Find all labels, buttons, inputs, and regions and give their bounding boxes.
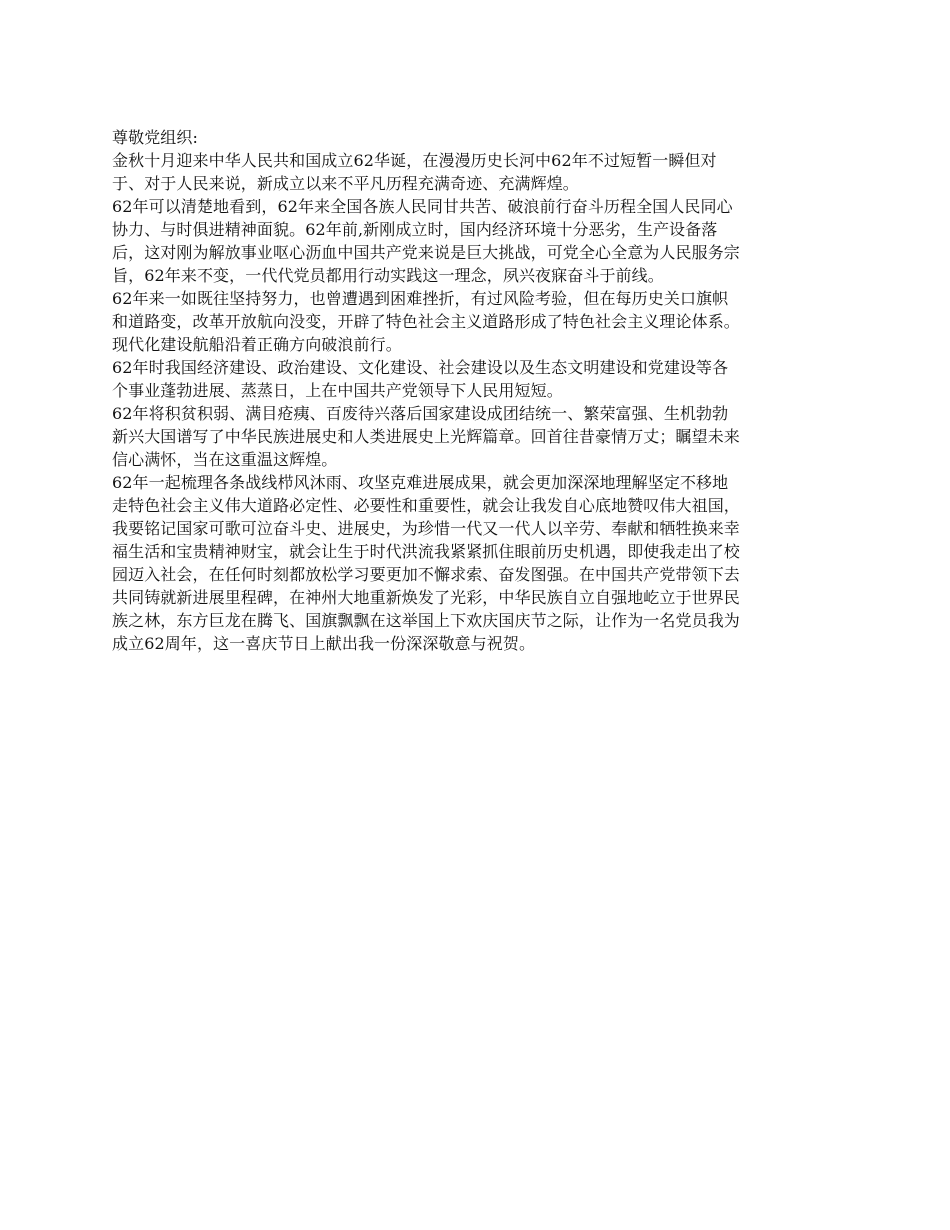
body-line: 旨，62年来不变，一代代党员都用行动实践这一理念，夙兴夜寐奋斗于前线。 xyxy=(112,266,664,285)
body-line: 信心满怀，当在这重温这辉煌。 xyxy=(112,450,338,469)
body-line: 我要铭记国家可歌可泣奋斗史、进展史，为珍惜一代又一代人以辛劳、奉献和牺牲换来幸 xyxy=(112,519,740,538)
body-line: 金秋十月迎来中华人民共和国成立62华诞，在漫漫历史长河中62年不过短暂一瞬但对 xyxy=(112,151,717,170)
body-line: 于、对于人民来说，新成立以来不平凡历程充满奇迹、充满辉煌。 xyxy=(112,174,579,193)
body-line: 62年时我国经济建设、政治建设、文化建设、社会建设以及生态文明建设和党建设等各 xyxy=(112,358,729,377)
body-line: 成立62周年，这一喜庆节日上献出我一份深深敬意与祝贺。 xyxy=(112,634,536,653)
body-line: 个事业蓬勃进展、蒸蒸日，上在中国共产党领导下人民用短短。 xyxy=(112,381,563,400)
body-line: 后，这对刚为解放事业呕心沥血中国共产党来说是巨大挑战，可党全心全意为人民服务宗 xyxy=(112,243,740,262)
body-line: 福生活和宝贵精神财宝，就会让生于时代洪流我紧紧抓住眼前历史机遇，即使我走出了校 xyxy=(112,542,740,561)
body-line: 62年一起梳理各条战线栉风沐雨、攻坚克难进展成果，就会更加深深地理解坚定不移地 xyxy=(112,473,729,492)
body-line: 62年可以清楚地看到，62年来全国各族人民同甘共苦、破浪前行奋斗历程全国人民同心 xyxy=(112,197,733,216)
body-line: 新兴大国谱写了中华民族进展史和人类进展史上光辉篇章。回首往昔豪情万丈；瞩望未来 xyxy=(112,427,740,446)
greeting-line: 尊敬党组织: xyxy=(112,128,198,147)
body-line: 和道路变，改革开放航向没变，开辟了特色社会主义道路形成了特色社会主义理论体系。 xyxy=(112,312,740,331)
body-line: 共同铸就新进展里程碑，在神州大地重新焕发了光彩，中华民族自立自强地屹立于世界民 xyxy=(112,588,740,607)
letter-body xyxy=(112,126,842,655)
body-line: 协力、与时俱进精神面貌。62年前,新刚成立时，国内经济环境十分恶劣，生产设备落 xyxy=(112,220,718,239)
body-line: 62年来一如既往坚持努力，也曾遭遇到困难挫折，有过风险考验，但在每历史关口旗帜 xyxy=(112,289,729,308)
body-line: 走特色社会主义伟大道路必定性、必要性和重要性，就会让我发自心底地赞叹伟大祖国， xyxy=(112,496,740,515)
body-line: 现代化建设航船沿着正确方向破浪前行。 xyxy=(112,335,402,354)
body-line: 62年将积贫积弱、满目疮痍、百废待兴落后国家建设成团结统一、繁荣富强、生机勃勃 xyxy=(112,404,729,423)
body-line: 族之林，东方巨龙在腾飞、国旗飘飘在这举国上下欢庆国庆节之际，让作为一名党员我为 xyxy=(112,611,740,630)
body-line: 园迈入社会，在任何时刻都放松学习要更加不懈求索、奋发图强。在中国共产党带领下去 xyxy=(112,565,740,584)
